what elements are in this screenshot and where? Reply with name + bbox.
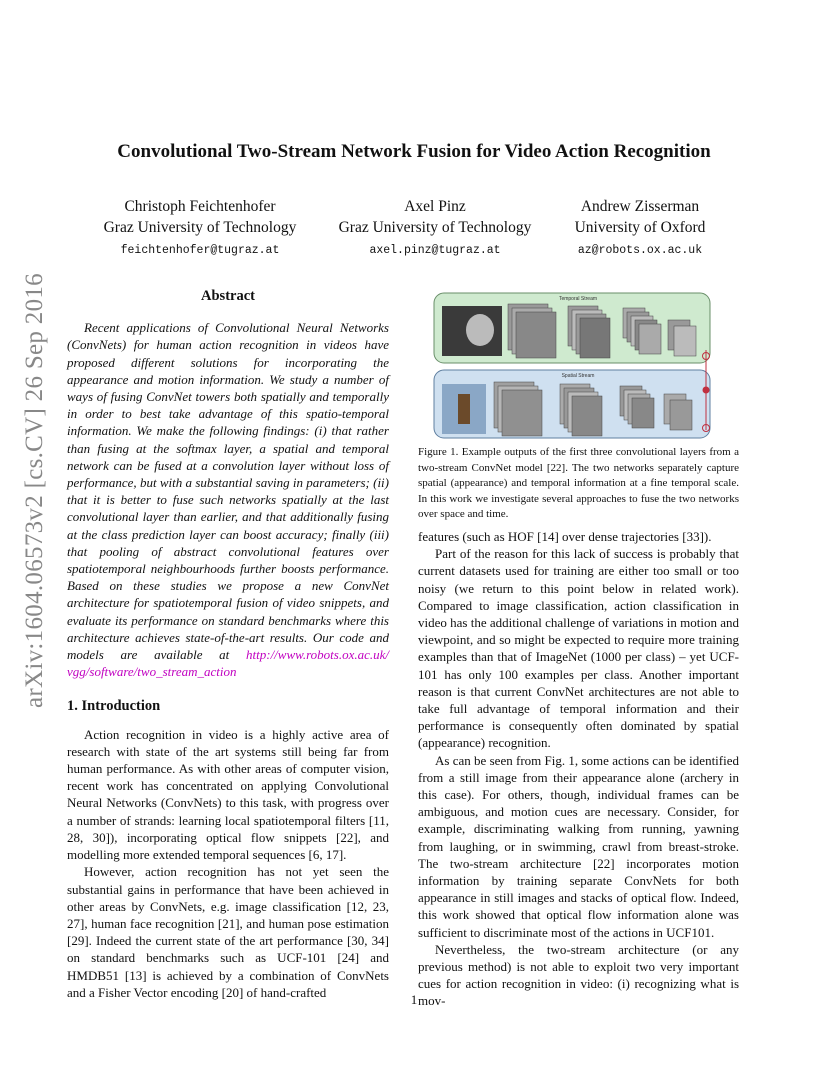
spatial-layer-2	[560, 384, 602, 436]
author-2	[325, 196, 545, 261]
spatial-stream-label: Spatial Stream	[561, 373, 595, 379]
arxiv-stamp: arXiv:1604.06573v2 [cs.CV] 26 Sep 2016	[21, 273, 48, 708]
archer-figure	[458, 394, 470, 424]
left-column	[67, 288, 389, 1001]
author-affiliation: Graz University of Technology	[103, 219, 297, 236]
figure-1	[428, 290, 724, 440]
author-name: Axel Pinz	[404, 198, 466, 215]
author-email: axel.pinz@tugraz.at	[369, 244, 501, 257]
author-affiliation: University of Oxford	[574, 219, 706, 236]
temporal-layer-1	[508, 304, 556, 358]
intro-heading: 1. Introduction	[67, 698, 161, 715]
intro-paragraph-2: However, action recognition has not yet seen the substantial gains in performance that have been achieved in other areas by ConvNets, e.g. image classification [12, 23, 27], human face recognition [21], and human pose estimation [29]. Indeed the current state of the art performance [30, 34] on standard benchmarks such as UCF-101 [24] and HMDB51 [13] is achieved by a combination of ConvNets and a Fisher Vector encoding [20] of hand-crafted	[67, 864, 389, 1000]
abstract-text: Recent applications of Convolutional Neural Networks (ConvNets) for human action recognition in videos have proposed different solutions for incorporating the appearance and motion information. We study a number of ways of fusing ConvNet towers both spatially and temporally in order to best take advantage of this spatio-temporal information. We make the following findings: (i) that rather than fusing at the softmax layer, a spatial and temporal network can be fused at a convolution layer without loss of performance, but with a substantial saving in parameters; (ii) that it is better to fuse such networks spatially at the last convolutional layer than earlier, and that additionally fusing at the class prediction layer can boost accuracy; finally (iii) that pooling of abstract convolutional features over spatiotemporal neighbourhoods further boosts performance. Based on these studies we propose a new ConvNet architecture for spatiotemporal fusion of video snippets, and evaluate its performance on standard benchmarks where this architecture achieves state-of-the-art results. Our code and models are available at	[67, 320, 389, 663]
flow-blob	[466, 314, 494, 346]
right-paragraph-1: Part of the reason for this lack of success is probably that current datasets used for training are either too small or too noisy (we return to this point below in related work). Compared to image classification, action classification in video has the additional challenge of variations in motion and viewpoint, and so might be expected to require more training examples than that of ImageNet (1000 per class) – yet UCF-101 has only 100 examples per class. Another important reason is that current ConvNet architectures are not able to take full advantage of temporal information and their performance is consequently often dominated by spatial (appearance) recognition.	[418, 546, 739, 751]
author-affiliation: Graz University of Technology	[338, 219, 532, 236]
intro-paragraph-1: Action recognition in video is a highly active area of research with state of the art systems still being far from human performance. As with other areas of computer vision, recent work has concentrated on applying Convolutional Neural Networks (ConvNets) to this task, with progress over a number of strands: learning local spatiotemporal filters [11, 28, 30]), incorporating optical flow snippets [22], and modelling more extended temporal sequences [6, 17].	[67, 726, 389, 863]
abstract-body	[67, 319, 389, 680]
code-link[interactable]: http://www.robots.ox.ac.uk/ vgg/software/two_stream_action	[67, 647, 390, 680]
two-stream-diagram	[428, 290, 724, 440]
temporal-stream-label: Temporal Stream	[558, 296, 598, 302]
right-paragraph-0: features (such as HOF [14] over dense trajectories [33]).	[418, 529, 712, 544]
right-column	[418, 528, 739, 1010]
author-3	[550, 196, 730, 261]
right-paragraph-2: As can be seen from Fig. 1, some actions can be identified from a still image from their appearance alone (archery in this case). For others, though, individual frames can be ambiguous, and motion cues are necessary. Consider, for example, discriminating walking from running, yawning from laughing, or in swimming, crawl from breast-stroke. The two-stream architecture [22] incorporates motion information by training separate ConvNets for both appearance in still images and stacks of optical flow. Indeed, this work showed that optical flow information alone was sufficient to discriminate most of the actions in UCF101.	[418, 752, 739, 940]
author-1	[90, 196, 310, 261]
fusion-node-mid	[703, 387, 710, 394]
author-email: az@robots.ox.ac.uk	[577, 244, 703, 257]
spatial-layer-1	[494, 382, 542, 436]
right-paragraph-3: Nevertheless, the two-stream architecture (or any previous method) is not able to exploit two very important cues for action recognition in video: (i) recognizing what is mov-	[418, 941, 739, 1009]
author-name: Andrew Zisserman	[580, 198, 700, 215]
abstract-heading: Abstract	[201, 288, 255, 304]
author-name: Christoph Feichtenhofer	[124, 198, 276, 215]
paper-title: Convolutional Two-Stream Network Fusion for Video Action Recognition	[117, 141, 711, 162]
figure-1-caption: Figure 1. Example outputs of the first three convolutional layers from a two-stream ConvNet model [22]. The two networks separately capture spatial (appearance) and temporal information at a fine temporal scale. In this work we investigate several approaches to fuse the two networks over space and time.	[418, 446, 739, 520]
author-email: feichtenhofer@tugraz.at	[120, 244, 280, 257]
temporal-layer-2	[568, 306, 610, 358]
page-number: 1	[410, 992, 418, 1007]
